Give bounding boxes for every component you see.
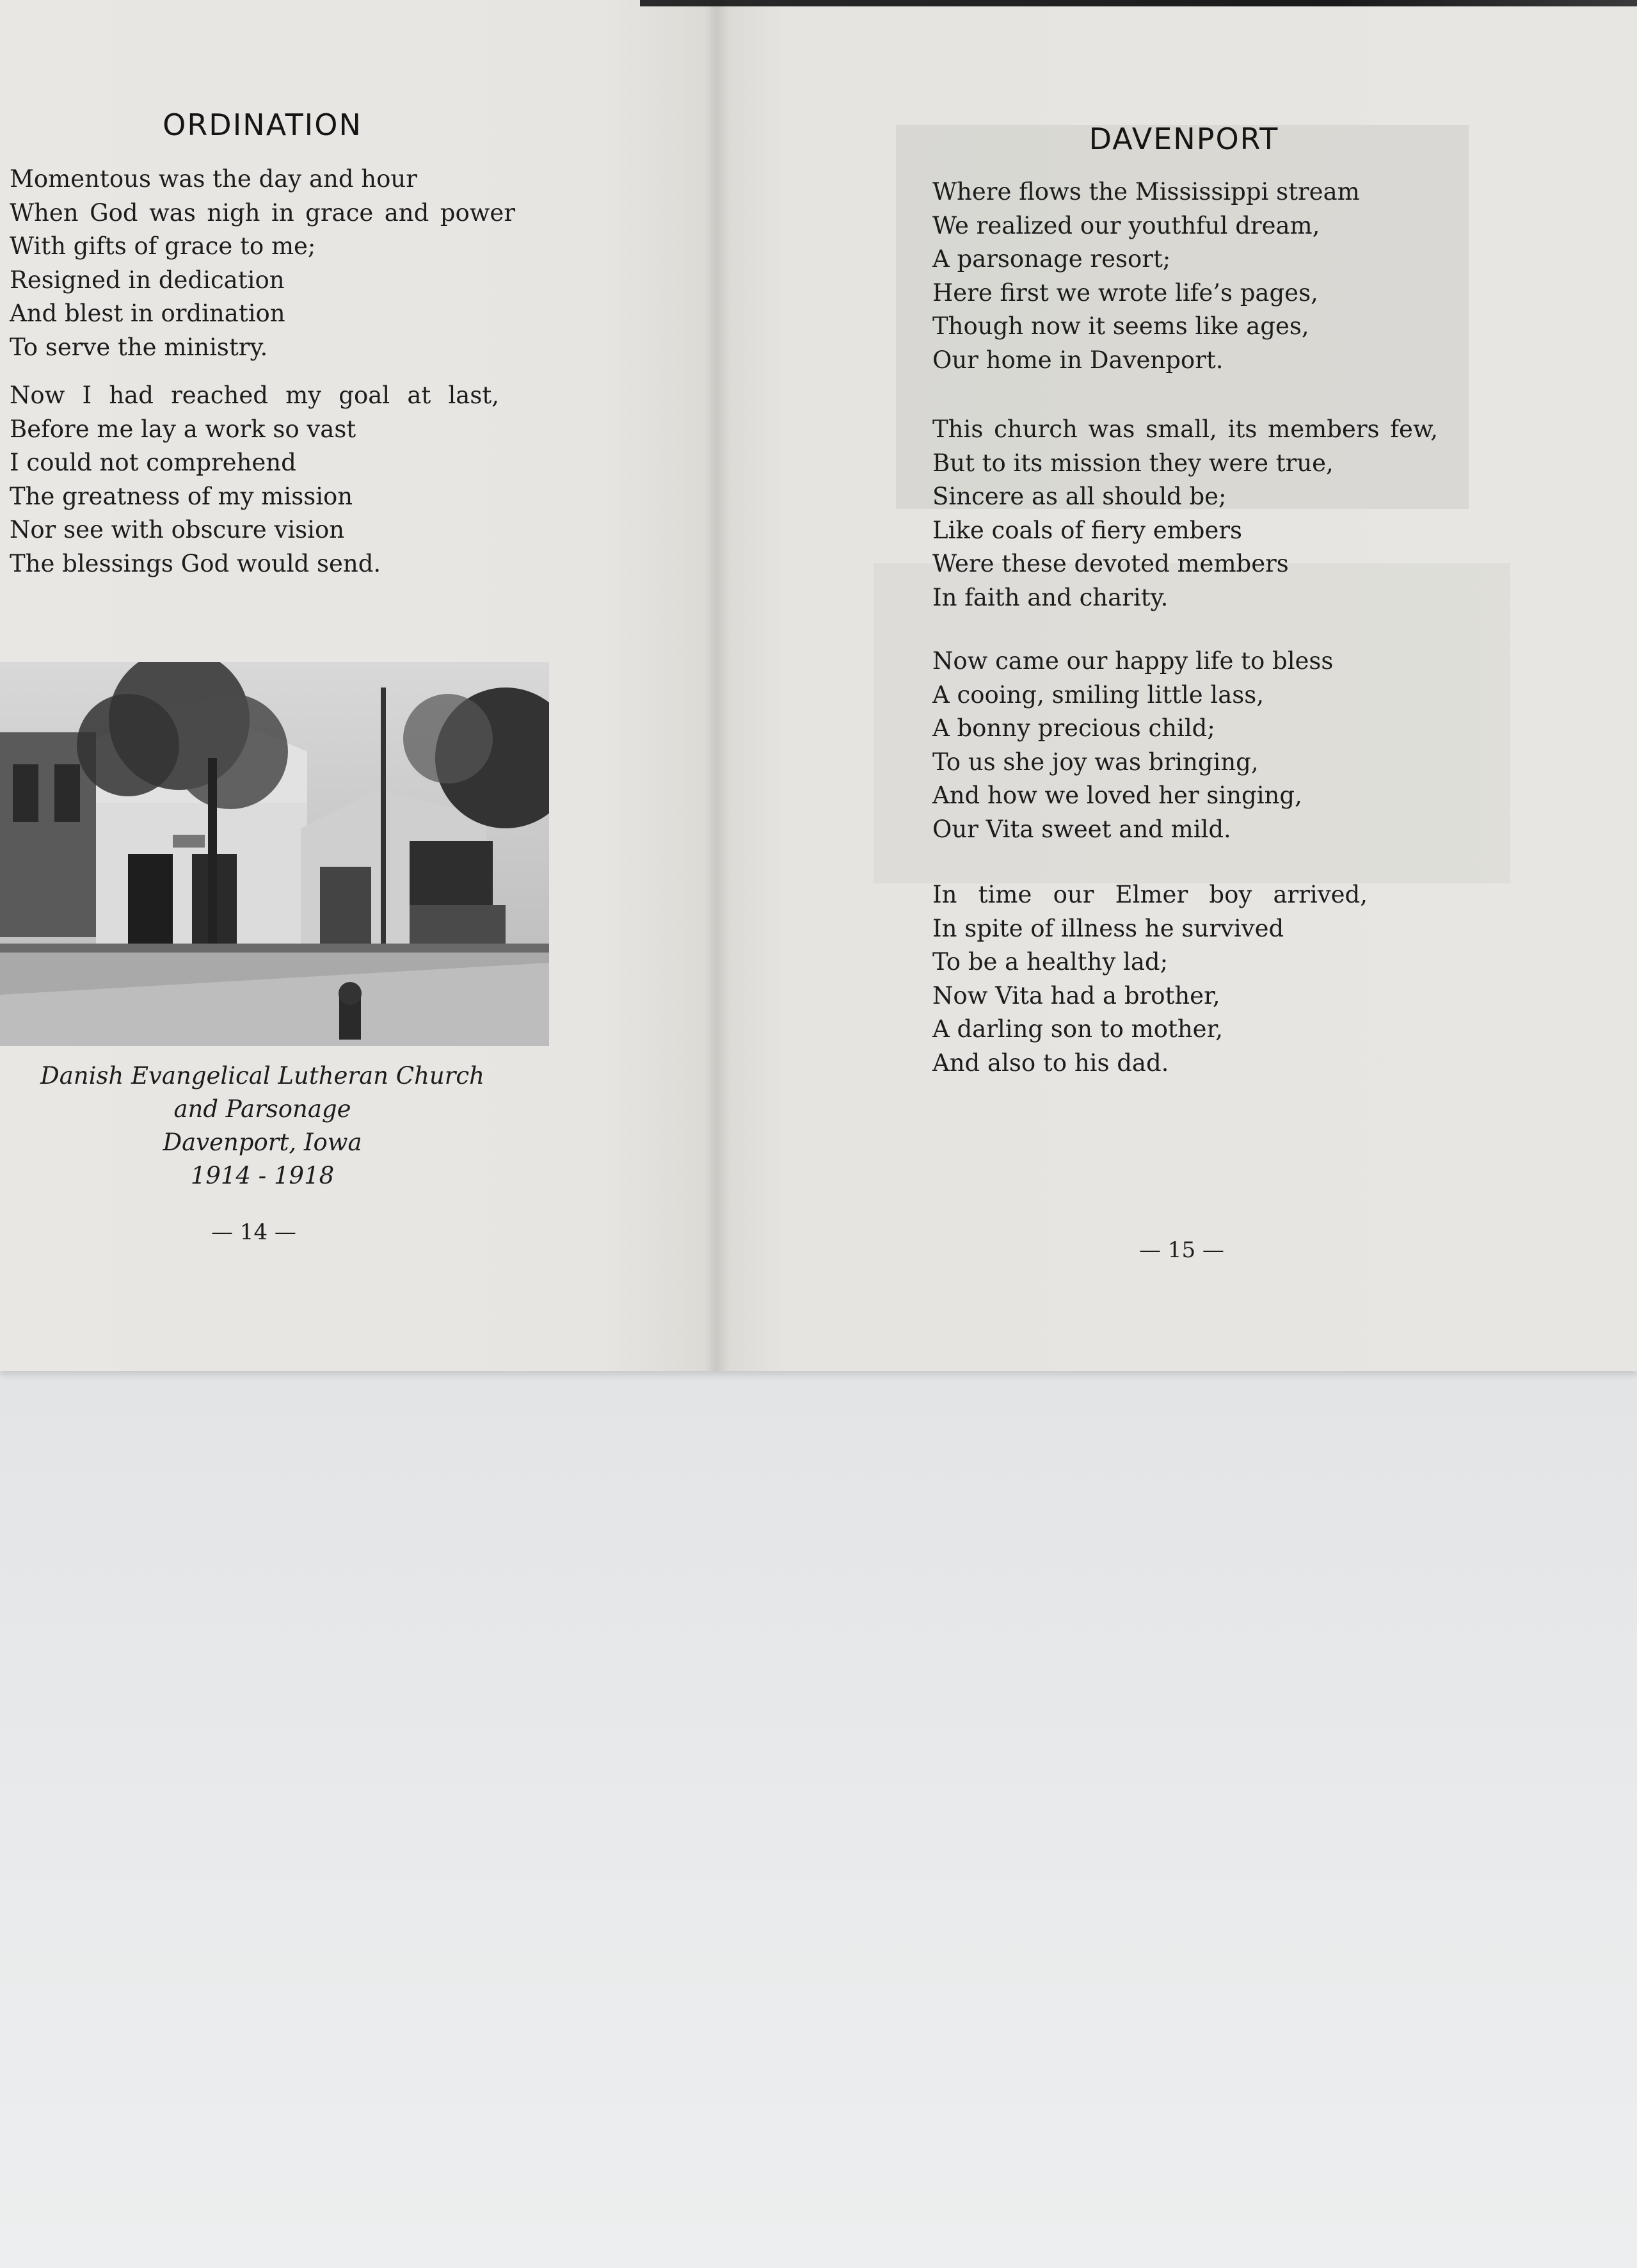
verse-line: This church was small, its members few, — [932, 415, 1438, 443]
caption-line: Davenport, Iowa — [163, 1129, 362, 1156]
church-parsonage-photo — [0, 662, 549, 1046]
verse-line: Were these devoted members — [932, 550, 1289, 577]
ordination-stanza-1 — [10, 163, 515, 364]
verse-line: To us she joy was bringing, — [932, 748, 1259, 776]
verse-line: Nor see with obscure vision — [10, 516, 345, 543]
photo-caption — [13, 1059, 512, 1193]
verse-line: With gifts of grace to me; — [10, 232, 316, 260]
verse-line: A cooing, smiling little lass, — [932, 680, 1264, 709]
caption-line: 1914 - 1918 — [190, 1162, 335, 1189]
verse-line: I could not comprehend — [10, 449, 296, 476]
davenport-stanza-3 — [932, 645, 1380, 846]
verse-line: Sincere as all should be; — [932, 483, 1227, 510]
ordination-stanza-2 — [10, 379, 499, 581]
page-title-davenport: DAVENPORT — [1089, 122, 1279, 156]
verse-line: A parsonage resort; — [932, 245, 1171, 273]
davenport-stanza-4 — [932, 878, 1368, 1080]
church-photo-illustration — [0, 662, 549, 1046]
verse-line: In spite of illness he survived — [932, 914, 1284, 942]
booklet-top-edge — [640, 0, 1637, 6]
verse-line: Our home in Davenport. — [932, 346, 1224, 374]
verse-line: Here first we wrote life’s pages, — [932, 278, 1318, 307]
verse-line: Resigned in dedication — [10, 266, 285, 294]
davenport-stanza-2 — [932, 413, 1438, 615]
verse-line: But to its mission they were true, — [932, 449, 1334, 477]
verse-line: Like coals of fiery embers — [932, 516, 1243, 544]
page-number-right: — 15 — — [1139, 1237, 1224, 1263]
verse-line: Where flows the Mississippi stream — [932, 178, 1360, 205]
verse-line: Though now it seems like ages, — [932, 312, 1309, 340]
verse-line: A darling son to mother, — [932, 1015, 1223, 1043]
verse-line: To be a healthy lad; — [932, 948, 1169, 976]
verse-line: In time our Elmer boy arrived, — [932, 881, 1368, 908]
verse-line: We realized our youthful dream, — [932, 211, 1320, 239]
verse-line: And how we loved her singing, — [932, 782, 1302, 809]
verse-line: To serve the ministry. — [10, 333, 268, 361]
verse-line: The greatness of my mission — [10, 482, 353, 510]
verse-line: Our Vita sweet and mild. — [932, 815, 1231, 843]
verse-line: And blest in ordination — [10, 300, 285, 327]
caption-line: Danish Evangelical Lutheran Church — [40, 1062, 484, 1090]
verse-line: The blessings God would send. — [10, 549, 381, 577]
scanner-background — [0, 1370, 1637, 2268]
verse-line: In faith and charity. — [932, 583, 1169, 611]
verse-line: Now Vita had a brother, — [932, 981, 1220, 1009]
caption-line: and Parsonage — [173, 1095, 351, 1123]
verse-line: Momentous was the day and hour — [10, 165, 417, 193]
verse-line: When God was nigh in grace and power — [10, 198, 515, 227]
davenport-stanza-1 — [932, 175, 1464, 377]
page-title-ordination: ORDINATION — [163, 108, 362, 142]
verse-line: Now came our happy life to bless — [932, 647, 1334, 675]
verse-line: A bonny precious child; — [932, 714, 1215, 742]
page-number-left: — 14 — — [211, 1219, 296, 1245]
verse-line: Before me lay a work so vast — [10, 415, 356, 443]
verse-line: Now I had reached my goal at last, — [10, 382, 499, 409]
page-gutter — [704, 0, 730, 1371]
verse-line: And also to his dad. — [932, 1049, 1169, 1077]
